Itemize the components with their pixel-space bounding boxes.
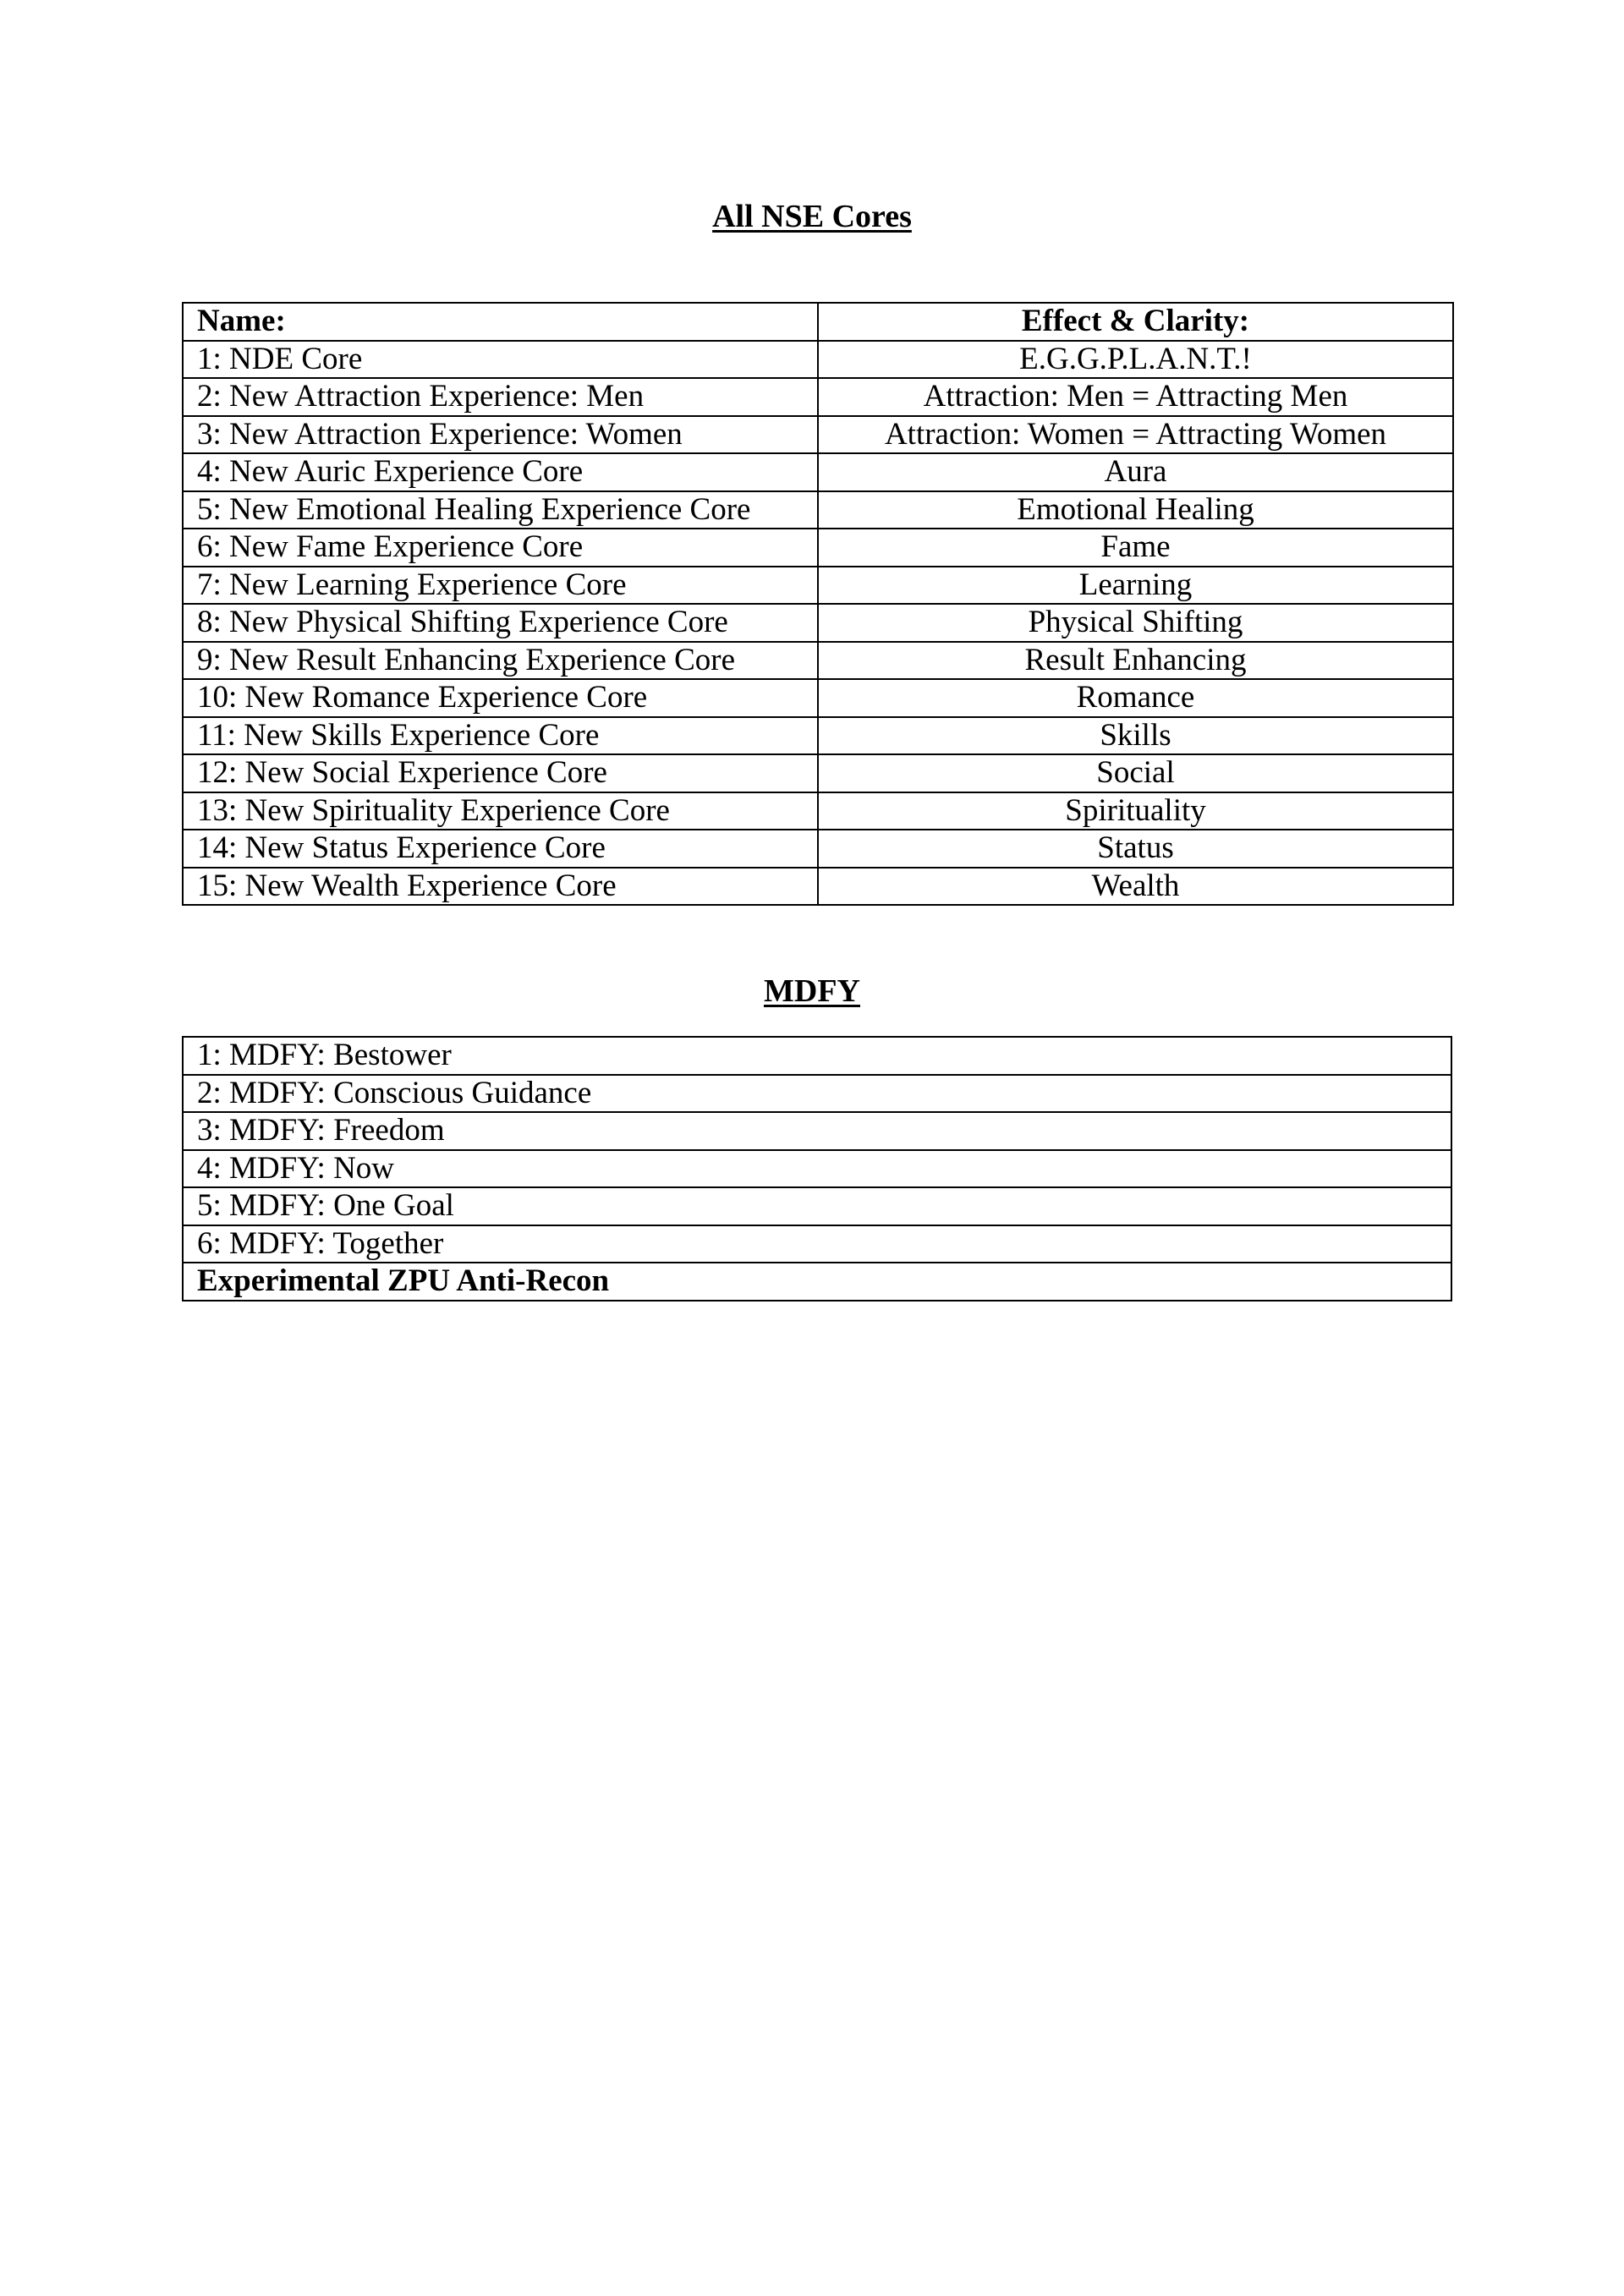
mdfy-item-cell: 2: MDFY: Conscious Guidance xyxy=(183,1075,1451,1113)
table-row xyxy=(183,1075,1451,1113)
core-name-cell: 13: New Spirituality Experience Core xyxy=(183,792,818,830)
table-row xyxy=(183,341,1453,379)
core-effect-cell: Attraction: Men = Attracting Men xyxy=(818,378,1453,416)
core-name-cell: 2: New Attraction Experience: Men xyxy=(183,378,818,416)
table-row xyxy=(183,378,1453,416)
core-effect-cell: Romance xyxy=(818,679,1453,717)
core-effect-cell: Aura xyxy=(818,453,1453,491)
table-row xyxy=(183,567,1453,605)
core-effect-cell: Spirituality xyxy=(818,792,1453,830)
core-effect-cell: Fame xyxy=(818,529,1453,567)
core-name-cell: 8: New Physical Shifting Experience Core xyxy=(183,604,818,642)
core-name-cell: 5: New Emotional Healing Experience Core xyxy=(183,491,818,529)
mdfy-title: MDFY xyxy=(764,973,860,1009)
table-row xyxy=(183,717,1453,755)
core-name-cell: 11: New Skills Experience Core xyxy=(183,717,818,755)
nse-cores-table xyxy=(182,302,1454,906)
mdfy-item-cell: 5: MDFY: One Goal xyxy=(183,1187,1451,1225)
core-name-cell: 6: New Fame Experience Core xyxy=(183,529,818,567)
table-row xyxy=(183,1263,1451,1301)
mdfy-item-cell: 4: MDFY: Now xyxy=(183,1150,1451,1188)
mdfy-footer-cell: Experimental ZPU Anti-Recon xyxy=(183,1263,1451,1301)
mdfy-table xyxy=(182,1036,1452,1301)
table-row xyxy=(183,1150,1451,1188)
core-name-cell: 9: New Result Enhancing Experience Core xyxy=(183,642,818,680)
table-row xyxy=(183,830,1453,868)
mdfy-item-cell: 1: MDFY: Bestower xyxy=(183,1037,1451,1075)
core-effect-cell: Result Enhancing xyxy=(818,642,1453,680)
core-effect-cell: Social xyxy=(818,754,1453,792)
table-row xyxy=(183,754,1453,792)
mdfy-item-cell: 6: MDFY: Together xyxy=(183,1225,1451,1263)
core-effect-cell: Wealth xyxy=(818,868,1453,906)
core-effect-cell: Learning xyxy=(818,567,1453,605)
table-row xyxy=(183,642,1453,680)
table-row xyxy=(183,604,1453,642)
core-name-cell: 10: New Romance Experience Core xyxy=(183,679,818,717)
table-row xyxy=(183,491,1453,529)
effect-column-header: Effect & Clarity: xyxy=(818,303,1453,341)
table-row xyxy=(183,792,1453,830)
core-effect-cell: E.G.G.P.L.A.N.T.! xyxy=(818,341,1453,379)
table-row xyxy=(183,453,1453,491)
core-effect-cell: Skills xyxy=(818,717,1453,755)
core-effect-cell: Status xyxy=(818,830,1453,868)
table-row xyxy=(183,679,1453,717)
table-row xyxy=(183,1225,1451,1263)
table-row xyxy=(183,416,1453,454)
table-row xyxy=(183,1037,1451,1075)
table-row xyxy=(183,529,1453,567)
core-name-cell: 15: New Wealth Experience Core xyxy=(183,868,818,906)
core-name-cell: 12: New Social Experience Core xyxy=(183,754,818,792)
nse-cores-title: All NSE Cores xyxy=(712,199,912,234)
table-row xyxy=(183,868,1453,906)
core-effect-cell: Physical Shifting xyxy=(818,604,1453,642)
core-effect-cell: Emotional Healing xyxy=(818,491,1453,529)
mdfy-item-cell: 3: MDFY: Freedom xyxy=(183,1112,1451,1150)
name-column-header: Name: xyxy=(183,303,818,341)
core-name-cell: 3: New Attraction Experience: Women xyxy=(183,416,818,454)
core-effect-cell: Attraction: Women = Attracting Women xyxy=(818,416,1453,454)
table-row xyxy=(183,1187,1451,1225)
table-header-row xyxy=(183,303,1453,341)
core-name-cell: 7: New Learning Experience Core xyxy=(183,567,818,605)
core-name-cell: 1: NDE Core xyxy=(183,341,818,379)
table-row xyxy=(183,1112,1451,1150)
core-name-cell: 14: New Status Experience Core xyxy=(183,830,818,868)
core-name-cell: 4: New Auric Experience Core xyxy=(183,453,818,491)
